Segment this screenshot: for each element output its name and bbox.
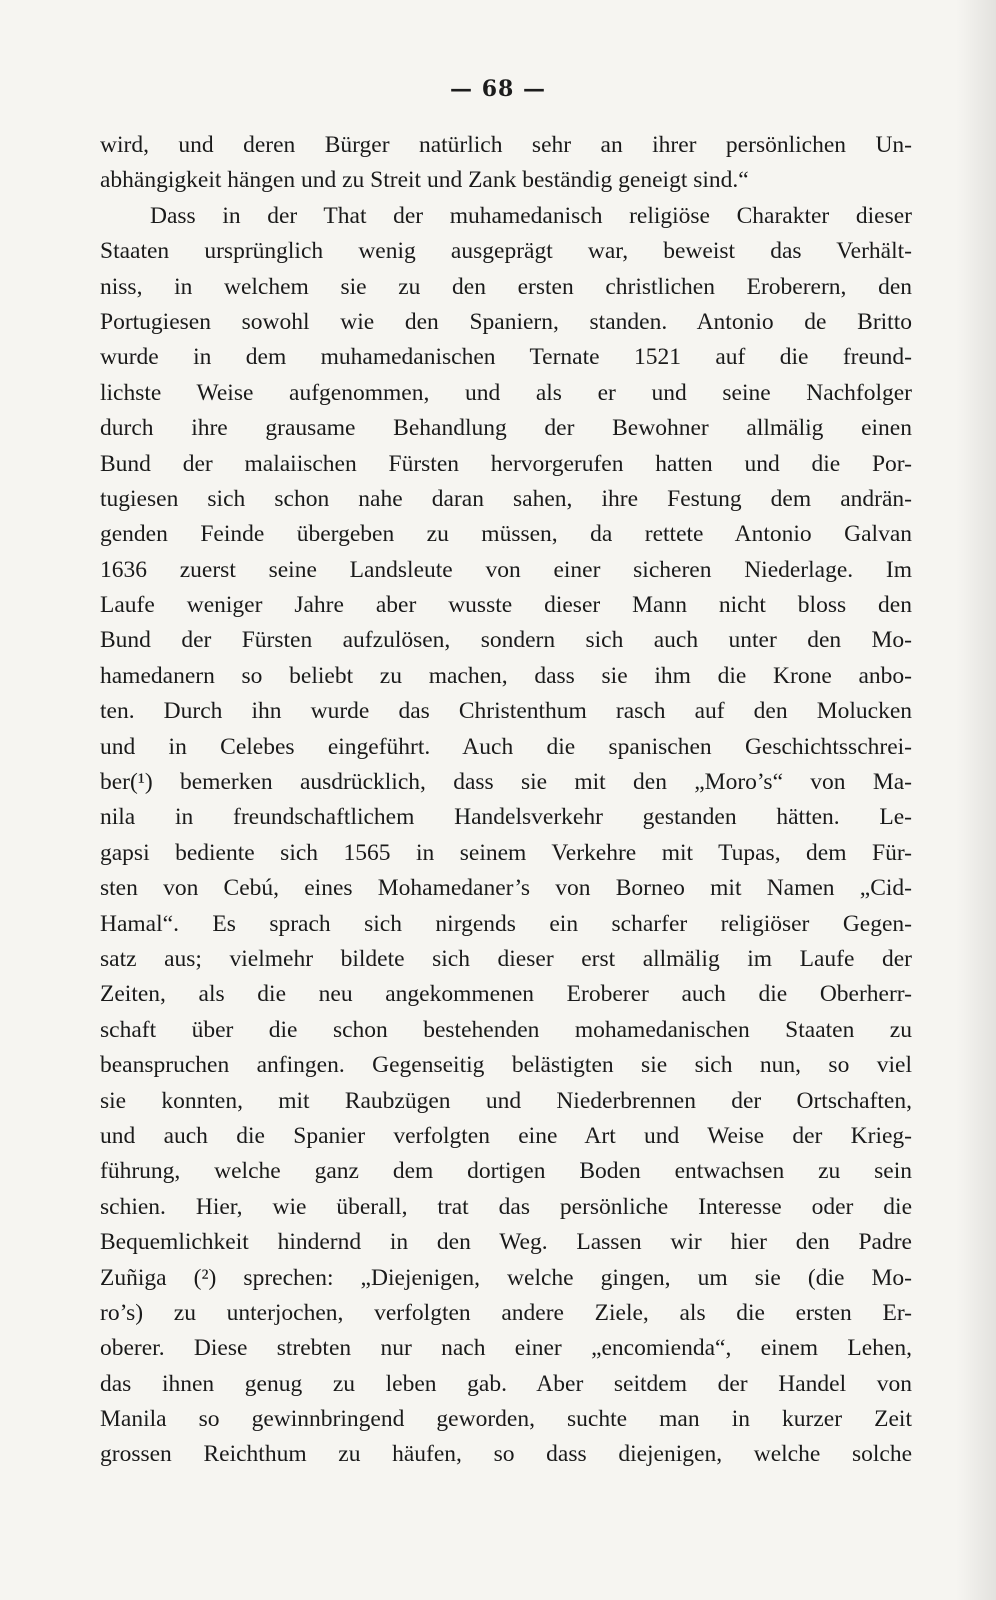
text-line: 1636 zuerst seine Landsleute von einer sicheren Niederlage. Im bbox=[100, 556, 912, 583]
text-line: Bund der malaiischen Fürsten hervorgerufen hatten und die Por- bbox=[100, 450, 912, 477]
page-edge-shadow bbox=[956, 0, 996, 1600]
text-line: schaft über die schon bestehenden mohamedanischen Staaten zu bbox=[100, 1016, 912, 1043]
body-text bbox=[100, 128, 912, 1473]
text-line: und in Celebes eingeführt. Auch die spanischen Geschichtsschrei- bbox=[100, 733, 912, 760]
text-line: hamedanern so beliebt zu machen, dass sie ihm die Krone anbo- bbox=[100, 662, 912, 689]
text-line: lichste Weise aufgenommen, und als er und seine Nachfolger bbox=[100, 379, 912, 406]
text-line: sten von Cebú, eines Mohamedaner’s von Borneo mit Namen „Cid- bbox=[100, 875, 912, 902]
text-line: Hamal“. Es sprach sich nirgends ein scharfer religiöser Gegen- bbox=[100, 910, 912, 937]
text-line: Zuñiga (²) sprechen: „Diejenigen, welche gingen, um sie (die Mo- bbox=[100, 1264, 912, 1291]
text-line: sie konnten, mit Raubzügen und Niederbrennen der Ortschaften, bbox=[100, 1087, 912, 1114]
text-line: satz aus; vielmehr bildete sich dieser erst allmälig im Laufe der bbox=[100, 945, 912, 972]
text-line: beanspruchen anfingen. Gegenseitig belästigten sie sich nun, so viel bbox=[100, 1052, 912, 1079]
text-line: nila in freundschaftlichem Handelsverkehr gestanden hätten. Le- bbox=[100, 804, 912, 831]
text-line: Bund der Fürsten aufzulösen, sondern sich auch unter den Mo- bbox=[100, 627, 912, 654]
text-line: tugiesen sich schon nahe daran sahen, ihre Festung dem andrän- bbox=[100, 485, 912, 512]
text-line: durch ihre grausame Behandlung der Bewohner allmälig einen bbox=[100, 415, 912, 442]
text-line: ro’s) zu unterjochen, verfolgten andere Ziele, als die ersten Er- bbox=[100, 1299, 912, 1326]
text-line: ber(¹) bemerken ausdrücklich, dass sie mit den „Moro’s“ von Ma- bbox=[100, 769, 912, 796]
text-line: Bequemlichkeit hindernd in den Weg. Lassen wir hier den Padre bbox=[100, 1229, 912, 1256]
text-line: Zeiten, als die neu angekommenen Eroberer auch die Oberherr- bbox=[100, 981, 912, 1008]
text-line: abhängigkeit hängen und zu Streit und Zank beständig geneigt sind.“ bbox=[100, 167, 749, 194]
text-line: gapsi bediente sich 1565 in seinem Verkehre mit Tupas, dem Für- bbox=[100, 839, 912, 866]
text-line: schien. Hier, wie überall, trat das persönliche Interesse oder die bbox=[100, 1193, 912, 1220]
text-line: oberer. Diese strebten nur nach einer „encomienda“, einem Lehen, bbox=[100, 1335, 912, 1362]
text-line: Manila so gewinnbringend geworden, suchte man in kurzer Zeit bbox=[100, 1406, 912, 1433]
text-line: das ihnen genug zu leben gab. Aber seitdem der Handel von bbox=[100, 1370, 912, 1397]
text-line: wurde in dem muhamedanischen Ternate 1521 auf die freund- bbox=[100, 344, 912, 371]
text-line: Staaten ursprünglich wenig ausgeprägt war, beweist das Verhält- bbox=[100, 238, 912, 265]
text-line: führung, welche ganz dem dortigen Boden entwachsen zu sein bbox=[100, 1158, 912, 1185]
text-line: Portugiesen sowohl wie den Spaniern, standen. Antonio de Britto bbox=[100, 308, 912, 335]
text-line: Dass in der That der muhamedanisch religiöse Charakter dieser bbox=[150, 202, 912, 229]
text-line: Laufe weniger Jahre aber wusste dieser Mann nicht bloss den bbox=[100, 592, 912, 619]
text-line: und auch die Spanier verfolgten eine Art und Weise der Krieg- bbox=[100, 1122, 912, 1149]
text-line: ten. Durch ihn wurde das Christenthum rasch auf den Molucken bbox=[100, 698, 912, 725]
page-number: — 68 — bbox=[450, 76, 546, 102]
text-line: grossen Reichthum zu häufen, so dass diejenigen, welche solche bbox=[100, 1441, 912, 1468]
text-line: niss, in welchem sie zu den ersten christlichen Eroberern, den bbox=[100, 273, 912, 300]
text-line: genden Feinde übergeben zu müssen, da rettete Antonio Galvan bbox=[100, 521, 912, 548]
text-line: wird, und deren Bürger natürlich sehr an ihrer persönlichen Un- bbox=[100, 132, 912, 158]
